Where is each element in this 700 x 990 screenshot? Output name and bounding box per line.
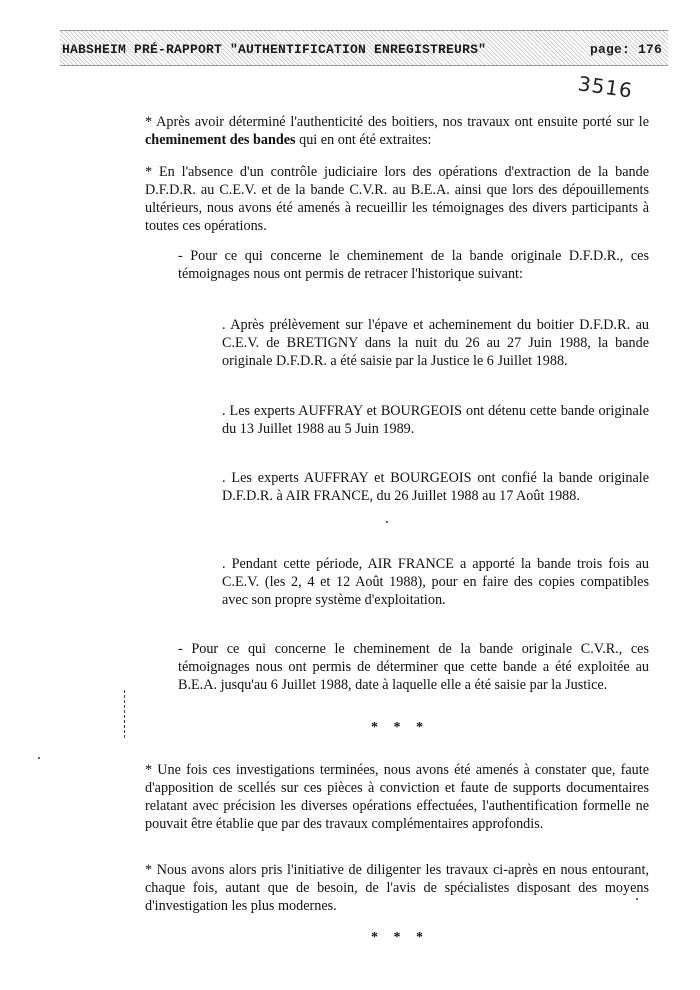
paragraph-investigations: * Une fois ces investigations terminées, nous avons été amenés à constater que, faute d'apposition de scellés sur ces pièces à conviction et faute de supports documentaires relatant avec précision les diverses opérations effectuées, l'authentification formelle ne pouvait être établie que par des travaux complémentaires approfondis. [145,762,649,832]
scan-speck [38,757,40,759]
paragraph-dfdr-item-1: . Après prélèvement sur l'épave et acheminement du boitier D.F.D.R. au C.E.V. de BRETIGNY dans la nuit du 26 au 27 Juin 1988, la bande originale D.F.D.R. a été saisie par la Justice le 6 Juillet 1988. [222,317,649,369]
paragraph-cvr: - Pour ce qui concerne le cheminement de la bande originale C.V.R., ces témoignages nous ont permis de déterminer que cette bande a été exploitée au B.E.A. jusqu'au 6 Juillet 1988, date à laquelle elle a été saisie par la Justice. [178,641,649,693]
paragraph-dfdr-item-3: . Les experts AUFFRAY et BOURGEOIS ont confié la bande originale D.F.D.R. à AIR FRANCE, du 26 Juillet 1988 au 17 Août 1988. [222,470,649,504]
paragraph-intro [145,113,649,149]
page-header [62,42,662,57]
paragraph-dfdr-intro: - Pour ce qui concerne le cheminement de la bande originale D.F.D.R., ces témoignages nous ont permis de retracer l'historique suivant: [178,248,649,282]
paragraph-dfdr-item-2: . Les experts AUFFRAY et BOURGEOIS ont détenu cette bande originale du 13 Juillet 1988 au 5 Juin 1989. [222,403,649,437]
paragraph-absence-controle: * En l'absence d'un contrôle judiciaire lors des opérations d'extraction de la bande D.F.D.R. au C.E.V. et de la bande C.V.R. au B.E.A. ainsi que lors des dépouillements ultérieurs, nous avons été amenés à recueillir les témoignages des divers participants à toutes ces opérations. [145,164,649,234]
paragraph-dfdr-item-4: . Pendant cette période, AIR FRANCE a apporté la bande trois fois au C.E.V. (les 2, 4 et 12 Août 1988), pour en faire des copies compatibles avec son propre système d'exploitation. [222,556,649,608]
paragraph-intro-end: qui en ont été extraites: [295,132,432,148]
scan-speck [636,898,638,900]
header-title: HABSHEIM PRÉ-RAPPORT "AUTHENTIFICATION ENREGISTREURS" [62,42,487,57]
header-page-label: page: 176 [589,42,662,57]
handwritten-page-number: 3516 [576,71,635,103]
paragraph-intro-start: * Après avoir déterminé l'authenticité des boitiers, nos travaux ont ensuite porté sur le [145,114,649,130]
separator-1: * * * [371,720,429,735]
scan-speck [386,521,388,523]
paragraph-initiative: * Nous avons alors pris l'initiative de diligenter les travaux ci-après en nous entourant, chaque fois, autant que de besoin, de l'avis de spécialistes disposant des moyens d'investigation les plus modernes. [145,862,649,914]
paragraph-intro-bold: cheminement des bandes [145,132,296,148]
separator-2: * * * [371,930,429,945]
